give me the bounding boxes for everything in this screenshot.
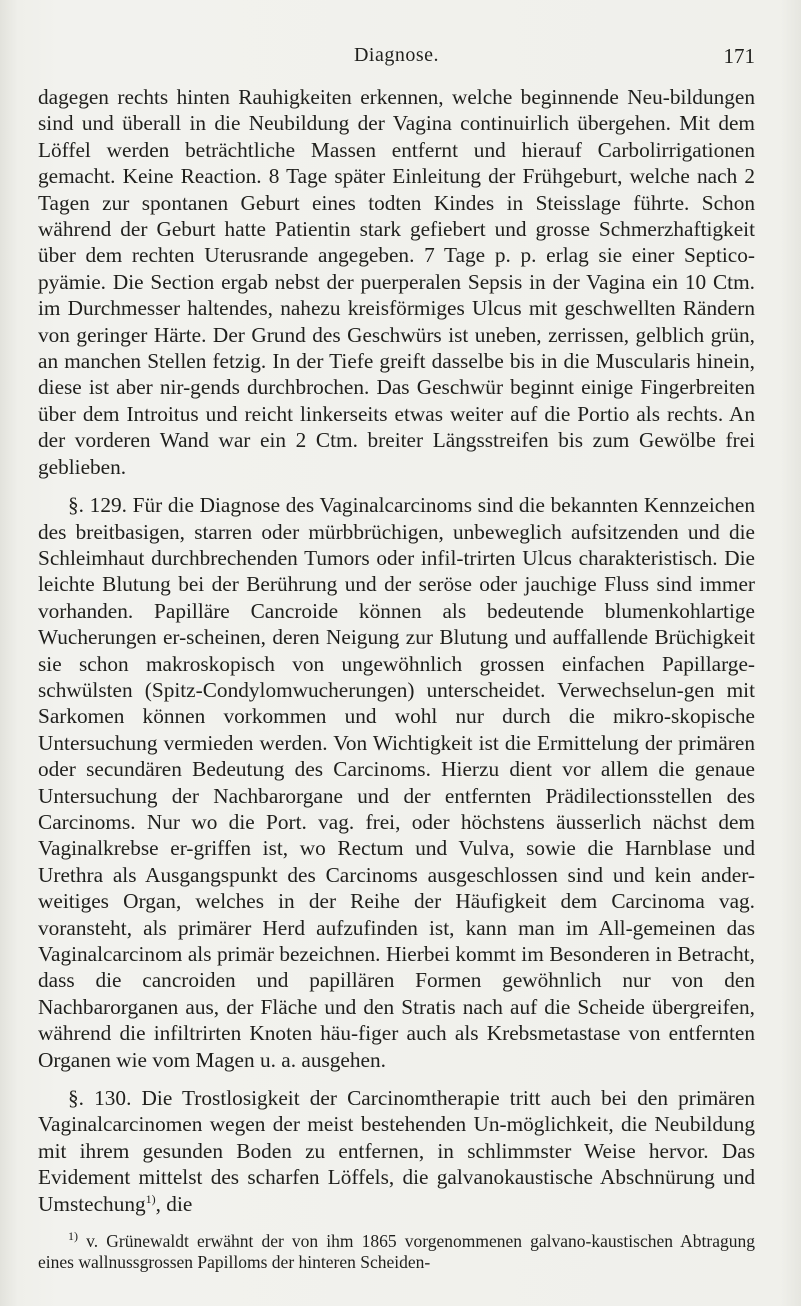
footnote-marker: 1) [68, 1229, 78, 1244]
footnote [38, 1231, 755, 1273]
paragraph-section-130 [38, 1085, 755, 1217]
body-text [38, 84, 755, 1217]
paragraph-continuation: dagegen rechts hinten Rauhigkeiten erkennen, welche beginnende Neu-bildungen sind und überall in die Neubildung der Vagina continuirlich übergehen. Mit dem Löffel werden beträchtliche Massen entfernt und hierauf Carbolirrigationen gemacht. Keine Reaction. 8 Tage später Einleitung der Frühgeburt, welche nach 2 Tagen zur spontanen Geburt eines todten Kindes in Steisslage führte. Schon während der Geburt hatte Patientin stark gefiebert und grosse Schmerzhaftigkeit über dem rechten Uterusrande angegeben. 7 Tage p. p. erlag sie einer Septico-pyämie. Die Section ergab nebst der puerperalen Sepsis in der Vagina ein 10 Ctm. im Durchmesser haltendes, nahezu kreisförmiges Ulcus mit geschwellten Rändern von geringer Härte. Der Grund des Geschwürs ist uneben, zerrissen, gelblich grün, an manchen Stellen fetzig. In der Tiefe greift dasselbe bis in die Muscularis hinein, diese ist aber nir-gends durchbrochen. Das Geschwür beginnt einige Fingerbreiten über dem Introitus und reicht linkerseits etwas weiter auf die Portio als rechts. An der vorderen Wand war ein 2 Ctm. breiter Längsstreifen bis zum Gewölbe frei geblieben. [38, 85, 755, 479]
footnote-text: v. Grünewaldt erwähnt der von ihm 1865 vorgenommenen galvano-kaustischen Abtragung eines wallnussgrossen Papilloms der hinteren Scheiden- [38, 1231, 755, 1273]
paragraph-section-129: §. 129. Für die Diagnose des Vaginalcarcinoms sind die bekannten Kennzeichen des breitbasigen, starren oder mürbbrüchigen, unbeweglich aufsitzenden und die Schleimhaut durchbrechenden Tumors oder infil-trirten Ulcus charakteristisch. Die leichte Blutung bei der Berührung und der seröse oder jauchige Fluss sind immer vorhanden. Papilläre Cancroide können als bedeutende blumenkohlartige Wucherungen er-scheinen, deren Neigung zur Blutung und auffallende Brüchigkeit sie schon makroskopisch von ungewöhnlich grossen einfachen Papillarge-schwülsten (Spitz-Condylomwucherungen) unterscheidet. Verwechselun-gen mit Sarkomen können vorkommen und wohl nur durch die mikro-skopische Untersuchung vermieden werden. Von Wichtigkeit ist die Ermittelung der primären oder secundären Bedeutung des Carcinoms. Hierzu dient vor allem die genaue Untersuchung der Nachbarorgane und der entfernten Prädilectionsstellen des Carcinoms. Nur wo die Port. vag. frei, oder höchstens äusserlich nächst dem Vaginalkrebse er-griffen ist, wo Rectum und Vulva, sowie die Harnblase und Urethra als Ausgangspunkt des Carcinoms ausgeschlossen sind und kein ander-weitiges Organ, welches in der Reihe der Häufigkeit dem Carcinoma vag. voransteht, als primärer Herd aufzufinden ist, kann man im All-gemeinen das Vaginalcarcinom als primär bezeichnen. Hierbei kommt im Besonderen in Betracht, dass die cancroiden und papillären Formen gewöhnlich nur von den Nachbarorganen aus, der Fläche und den Stratis nach auf die Scheide übergreifen, während die infiltrirten Knoten häu-figer auch als Krebsmetastase von entfernten Organen wie vom Magen u. a. ausgehen. [38, 493, 755, 1072]
running-header [38, 44, 755, 74]
paragraph-section-130-text: §. 130. Die Trostlosigkeit der Carcinomtherapie tritt auch bei den primären Vaginalcarcinomen wegen der meist bestehenden Un-möglichkeit, die Neubildung mit ihrem gesunden Boden zu entfernen, in schlimmster Weise hervor. Das Evidement mittelst des scharfen Löffels, die galvanokaustische Abschnürung und Umstechung [38, 1086, 755, 1216]
footnote-reference: 1) [145, 1191, 156, 1206]
running-title: Diagnose. [353, 44, 440, 66]
page-number: 171 [723, 44, 755, 68]
paragraph-section-130-tail: , die [155, 1191, 193, 1216]
